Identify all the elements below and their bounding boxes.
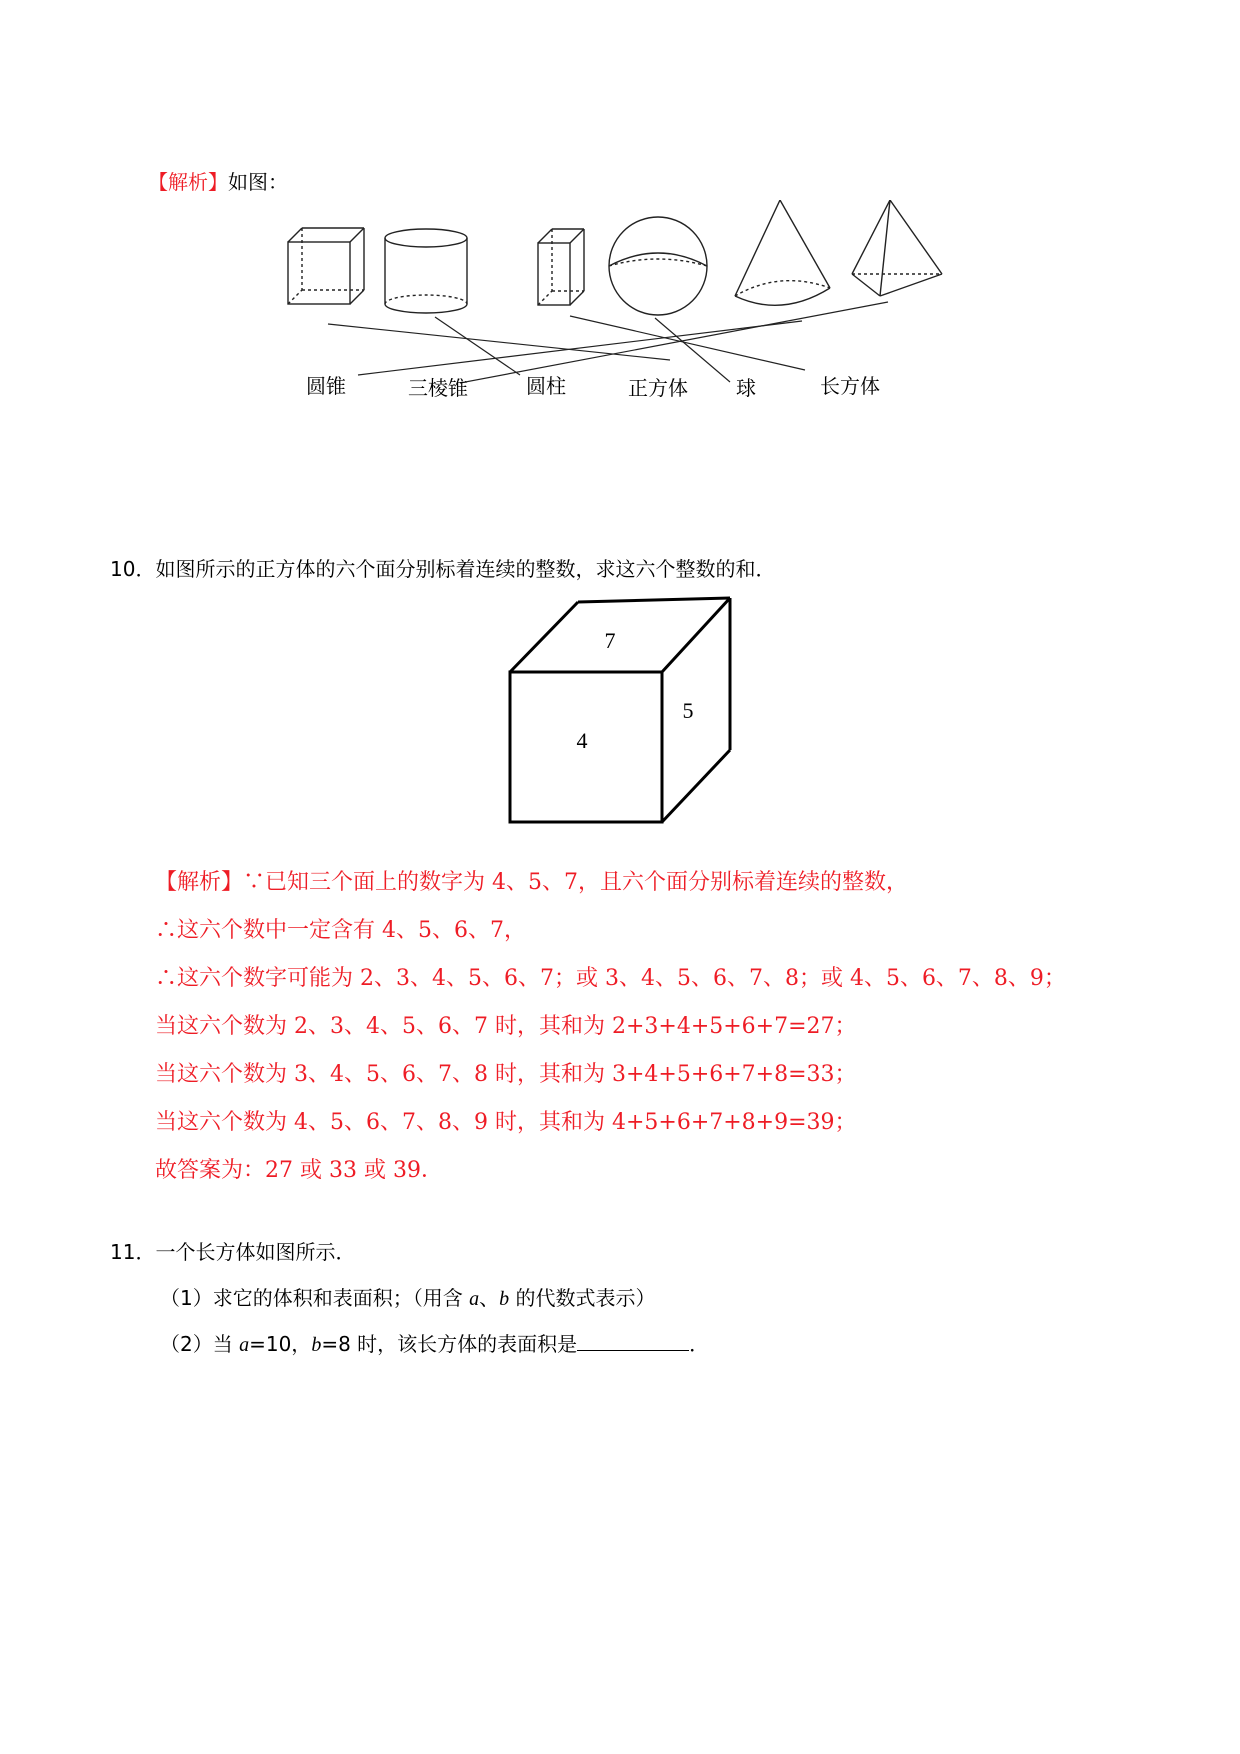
numbered-cube-figure bbox=[500, 590, 740, 830]
label-cube: 正方体 bbox=[628, 376, 688, 400]
sphere-shape bbox=[609, 217, 707, 315]
part1-separator: 、 bbox=[479, 1286, 500, 1310]
cone-shape bbox=[735, 200, 830, 305]
question-11-part-1 bbox=[160, 1282, 655, 1311]
label-sphere: 球 bbox=[736, 376, 756, 400]
solution-10-answer: 故答案为：27 或 33 或 39． bbox=[155, 1158, 443, 1183]
part1-text-before: （1）求它的体积和表面积；（用含 bbox=[160, 1286, 470, 1310]
part2-text-before: （2）当 bbox=[160, 1332, 240, 1356]
answer-blank[interactable] bbox=[577, 1332, 689, 1351]
triangular-pyramid-shape bbox=[852, 200, 942, 296]
analysis-label: 【解析】 bbox=[148, 170, 228, 194]
solution-10-line-2: ∴这六个数中一定含有 4、5、6、7， bbox=[155, 918, 526, 943]
cuboid-shape bbox=[538, 229, 584, 305]
part1-text-after: 的代数式表示） bbox=[509, 1286, 656, 1310]
part2-eq-b: =8 时，该长方体的表面积是 bbox=[321, 1332, 578, 1356]
question-11: 11．一个长方体如图所示． bbox=[110, 1240, 356, 1264]
variable-b: b bbox=[311, 1334, 322, 1356]
question-10: 10．如图所示的正方体的六个面分别标着连续的整数，求这六个整数的和． bbox=[110, 557, 776, 581]
cube-top-number: 7 bbox=[604, 628, 616, 653]
cylinder-shape bbox=[385, 229, 467, 313]
label-triangular-pyramid: 三棱锥 bbox=[408, 376, 468, 400]
label-cylinder: 圆柱 bbox=[526, 374, 566, 398]
label-cuboid: 长方体 bbox=[820, 374, 880, 398]
part2-end: ． bbox=[689, 1332, 710, 1356]
solution-10-line-3: ∴这六个数字可能为 2、3、4、5、6、7；或 3、4、5、6、7、8；或 4、5、6、7、8、9； bbox=[155, 966, 1066, 991]
cube-right-number: 5 bbox=[682, 698, 694, 723]
analysis-heading-1 bbox=[148, 166, 288, 195]
solution-10-line-4: 当这六个数为 2、3、4、5、6、7 时，其和为 2+3+4+5+6+7=27； bbox=[155, 1014, 857, 1039]
question-11-part-2 bbox=[160, 1328, 709, 1357]
solution-text: ∵已知三个面上的数字为 4、5、7，且六个面分别标着连续的整数， bbox=[243, 870, 909, 895]
analysis-text: 如图： bbox=[228, 170, 288, 194]
cube-shape bbox=[288, 228, 364, 304]
label-cone: 圆锥 bbox=[306, 374, 346, 398]
variable-a: a bbox=[469, 1288, 480, 1310]
variable-b: b bbox=[499, 1288, 510, 1310]
solution-10-line-6: 当这六个数为 4、5、6、7、8、9 时，其和为 4+5+6+7+8+9=39； bbox=[155, 1110, 857, 1135]
cube-front-number: 4 bbox=[576, 728, 588, 753]
part2-eq-a: =10， bbox=[249, 1332, 312, 1356]
solution-label: 【解析】 bbox=[155, 870, 244, 895]
solution-10-line-5: 当这六个数为 3、4、5、6、7、8 时，其和为 3+4+5+6+7+8=33； bbox=[155, 1062, 857, 1087]
matching-lines bbox=[328, 302, 888, 383]
variable-a: a bbox=[239, 1334, 250, 1356]
solution-10-line-1 bbox=[155, 865, 908, 896]
